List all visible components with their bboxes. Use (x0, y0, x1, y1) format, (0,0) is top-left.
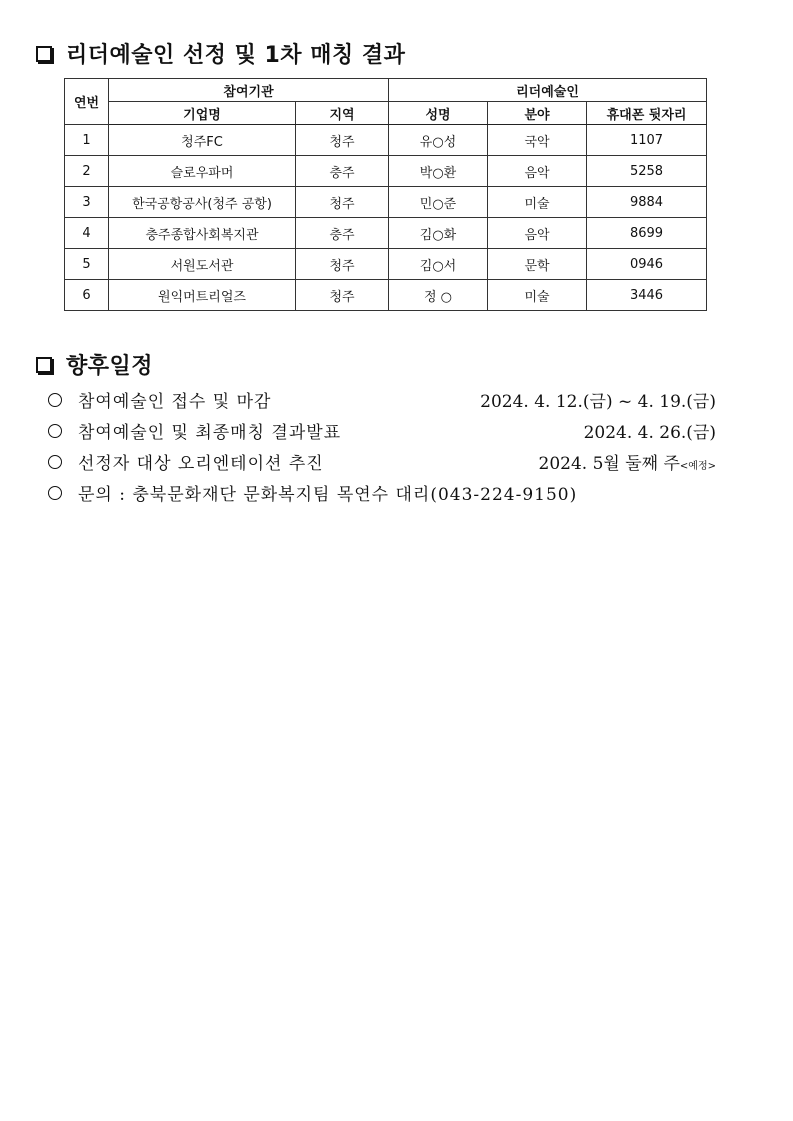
table-row (65, 218, 707, 249)
cell-no: 3 (65, 187, 109, 218)
schedule-label: 참여예술인 및 최종매칭 결과발표 (78, 423, 342, 443)
table-header-col-row (65, 102, 707, 125)
cell-region: 청주 (296, 125, 389, 156)
cell-region: 충주 (296, 218, 389, 249)
schedule-item (48, 415, 716, 446)
section-title-schedule (36, 349, 153, 380)
header-field: 분야 (488, 102, 587, 125)
schedule-note: <예정> (679, 461, 716, 472)
checkbox-icon (36, 46, 52, 62)
cell-phone: 1107 (587, 125, 707, 156)
circle-bullet-icon (48, 455, 62, 469)
matching-results-table (64, 78, 707, 311)
cell-field: 미술 (488, 187, 587, 218)
schedule-item (48, 384, 716, 415)
cell-field: 음악 (488, 156, 587, 187)
cell-field: 미술 (488, 280, 587, 311)
cell-name: 유○성 (389, 125, 488, 156)
cell-name: 박○환 (389, 156, 488, 187)
cell-region: 청주 (296, 280, 389, 311)
header-no: 연번 (65, 79, 109, 125)
cell-name: 김○화 (389, 218, 488, 249)
schedule-item (48, 446, 716, 477)
cell-region: 청주 (296, 249, 389, 280)
header-leader-artist: 리더예술인 (389, 79, 707, 102)
cell-name: 민○준 (389, 187, 488, 218)
schedule-contact: 문의 : 충북문화재단 문화복지팀 목연수 대리(043-224-9150) (78, 485, 578, 505)
section-title-matching-results (36, 38, 405, 69)
cell-name: 정 ○ (389, 280, 488, 311)
cell-phone: 3446 (587, 280, 707, 311)
circle-bullet-icon (48, 486, 62, 500)
cell-field: 국악 (488, 125, 587, 156)
section-title-text: 향후일정 (66, 354, 154, 379)
cell-phone: 5258 (587, 156, 707, 187)
cell-region: 청주 (296, 187, 389, 218)
cell-company: 서원도서관 (109, 249, 296, 280)
cell-no: 1 (65, 125, 109, 156)
header-institution: 참여기관 (109, 79, 389, 102)
circle-bullet-icon (48, 424, 62, 438)
table-header-group-row (65, 79, 707, 102)
cell-phone: 8699 (587, 218, 707, 249)
table-row (65, 187, 707, 218)
cell-no: 6 (65, 280, 109, 311)
schedule-list (48, 384, 716, 508)
schedule-date: 2024. 4. 26.(금) (583, 423, 716, 443)
header-region: 지역 (296, 102, 389, 125)
header-phone: 휴대폰 뒷자리 (587, 102, 707, 125)
schedule-label: 선정자 대상 오리엔테이션 추진 (78, 454, 324, 474)
schedule-item (48, 477, 716, 508)
cell-company: 청주FC (109, 125, 296, 156)
cell-company: 원익머트리얼즈 (109, 280, 296, 311)
schedule-date: 2024. 4. 12.(금) ~ 4. 19.(금) (480, 392, 716, 412)
cell-no: 4 (65, 218, 109, 249)
cell-phone: 0946 (587, 249, 707, 280)
cell-company: 충주종합사회복지관 (109, 218, 296, 249)
schedule-date-wrap (539, 449, 716, 474)
circle-bullet-icon (48, 393, 62, 407)
table-row (65, 125, 707, 156)
cell-name: 김○서 (389, 249, 488, 280)
cell-company: 슬로우파머 (109, 156, 296, 187)
table-row (65, 280, 707, 311)
table-row (65, 249, 707, 280)
cell-no: 2 (65, 156, 109, 187)
section-title-text: 리더예술인 선정 및 1차 매칭 결과 (66, 43, 406, 68)
cell-region: 충주 (296, 156, 389, 187)
cell-no: 5 (65, 249, 109, 280)
header-name: 성명 (389, 102, 488, 125)
cell-field: 문학 (488, 249, 587, 280)
header-company: 기업명 (109, 102, 296, 125)
schedule-label: 참여예술인 접수 및 마감 (78, 392, 272, 412)
cell-phone: 9884 (587, 187, 707, 218)
checkbox-icon (36, 357, 52, 373)
cell-field: 음악 (488, 218, 587, 249)
cell-company: 한국공항공사(청주 공항) (109, 187, 296, 218)
schedule-date: 2024. 5월 둘째 주 (538, 454, 680, 474)
table-row (65, 156, 707, 187)
